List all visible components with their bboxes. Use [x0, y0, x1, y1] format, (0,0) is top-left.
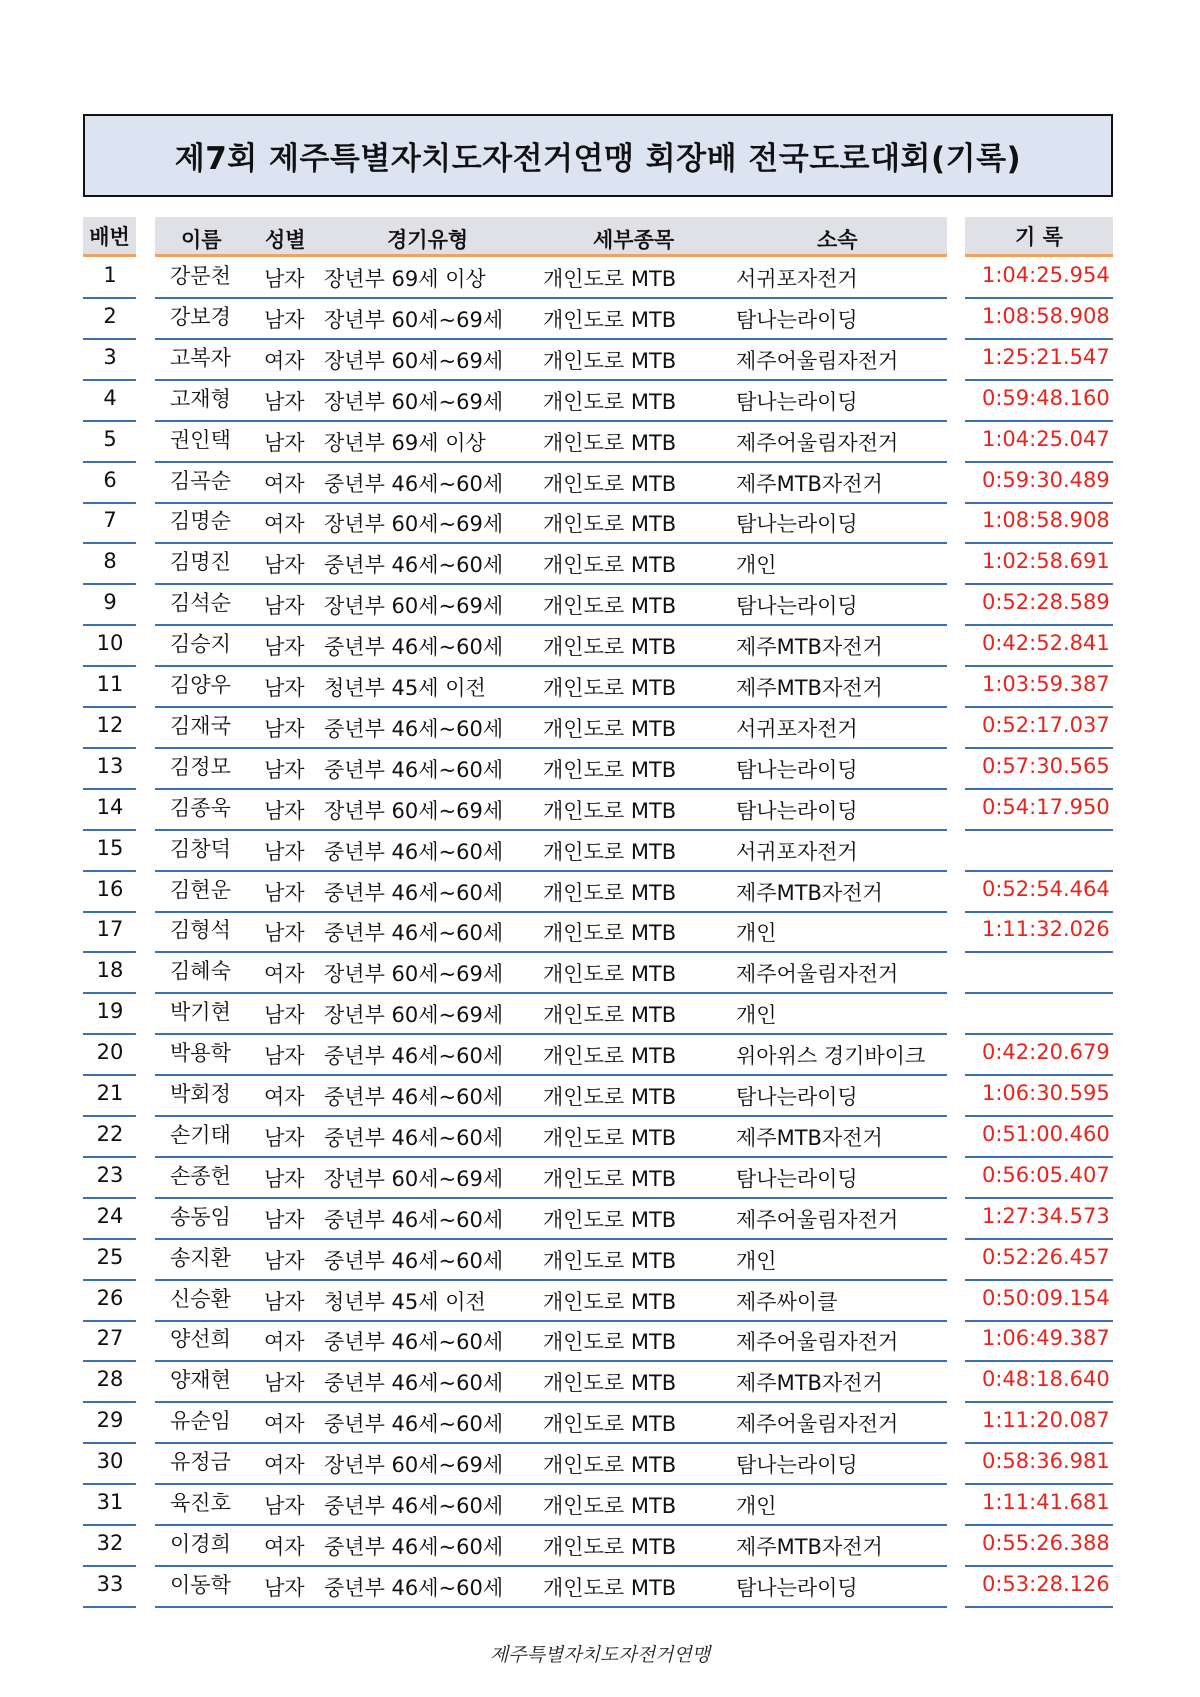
row-team: 제주MTB자전거: [736, 1534, 883, 1559]
row-race-type: 장년부 60세~69세: [324, 798, 504, 823]
row-bib: 13: [96, 753, 124, 778]
row-name: 손기태: [170, 1122, 231, 1147]
row-name: 유순임: [170, 1409, 231, 1434]
row-record: 1:04:25.954: [982, 263, 1110, 287]
row-event: 개인도로 MTB: [543, 839, 677, 864]
row-race-type: 중년부 46세~60세: [324, 757, 504, 782]
row-team: 탐나는라이딩: [736, 594, 858, 619]
row-bib: 16: [96, 876, 124, 901]
row-name: 김석순: [170, 591, 231, 616]
row-gender: 남자: [264, 1207, 305, 1232]
row-race-type: 중년부 46세~60세: [324, 1371, 504, 1396]
row-name: 이경희: [170, 1531, 231, 1556]
row-record: 1:06:49.387: [982, 1326, 1110, 1351]
row-record: 1:27:34.573: [982, 1203, 1110, 1228]
row-event: 개인도로 MTB: [543, 348, 677, 373]
row-gender: 남자: [264, 1371, 305, 1396]
row-race-type: 장년부 60세~69세: [324, 594, 504, 619]
table-row: [0, 585, 1200, 626]
row-event: 개인도로 MTB: [543, 1412, 677, 1437]
row-record: 0:55:26.388: [982, 1530, 1110, 1555]
row-team: 제주MTB자전거: [736, 676, 883, 700]
row-event: 개인도로 MTB: [543, 430, 677, 455]
table-row: [0, 463, 1200, 504]
table-row: [0, 340, 1200, 381]
row-bib: 14: [96, 794, 124, 819]
table-row: [0, 708, 1200, 749]
row-event: 개인도로 MTB: [543, 1166, 677, 1191]
row-race-type: 중년부 46세~60세: [324, 880, 504, 905]
row-bib: 20: [96, 1040, 124, 1065]
row-event: 개인도로 MTB: [543, 267, 677, 291]
row-record: 0:52:54.464: [982, 876, 1110, 901]
row-team: 개인: [736, 1248, 777, 1273]
row-name: 김명순: [170, 509, 231, 534]
row-name: 강문천: [170, 264, 231, 288]
row-gender: 남자: [264, 430, 305, 455]
row-name: 강보경: [170, 304, 231, 329]
row-event: 개인도로 MTB: [543, 962, 677, 987]
row-bib: 21: [96, 1081, 124, 1105]
row-event: 개인도로 MTB: [543, 1330, 677, 1355]
row-team: 제주어울림자전거: [736, 1207, 899, 1232]
row-race-type: 중년부 46세~60세: [324, 1125, 504, 1150]
row-race-type: 장년부 60세~69세: [324, 1453, 504, 1478]
row-record: 0:52:26.457: [982, 1244, 1110, 1269]
table-row: [0, 953, 1200, 994]
header-name: 이름: [181, 228, 222, 252]
row-bib: 15: [96, 835, 124, 860]
row-gender: 여자: [264, 1453, 305, 1478]
table-row: [0, 381, 1200, 422]
row-bib: 25: [96, 1244, 124, 1269]
header-gender: 성별: [265, 228, 306, 252]
row-event: 개인도로 MTB: [543, 553, 677, 578]
row-gender: 남자: [264, 839, 305, 864]
row-bib: 1: [103, 263, 117, 287]
row-record: 1:04:25.047: [982, 426, 1110, 451]
row-team: 탐나는라이딩: [736, 512, 858, 537]
table-row: [0, 1117, 1200, 1158]
table-row: [0, 503, 1200, 544]
row-gender: 남자: [264, 1289, 305, 1314]
row-record: 0:48:18.640: [982, 1367, 1110, 1392]
row-race-type: 중년부 46세~60세: [324, 1085, 504, 1109]
row-record: 1:06:30.595: [982, 1081, 1110, 1105]
row-event: 개인도로 MTB: [543, 921, 677, 946]
row-record: 1:08:58.908: [982, 303, 1110, 328]
row-name: 이동학: [170, 1572, 231, 1597]
row-bib: 6: [103, 467, 117, 492]
row-event: 개인도로 MTB: [543, 635, 677, 660]
row-gender: 남자: [264, 1248, 305, 1273]
row-bib: 28: [96, 1367, 124, 1392]
row-name: 손종헌: [170, 1163, 231, 1188]
row-race-type: 중년부 46세~60세: [324, 921, 504, 946]
row-race-type: 중년부 46세~60세: [324, 1330, 504, 1355]
row-name: 육진호: [170, 1491, 231, 1515]
row-race-type: 중년부 46세~60세: [324, 1044, 504, 1069]
row-team: 서귀포자전거: [736, 716, 858, 741]
row-gender: 남자: [264, 267, 305, 291]
row-gender: 남자: [264, 757, 305, 782]
row-event: 개인도로 MTB: [543, 512, 677, 537]
row-race-type: 장년부 60세~69세: [324, 1003, 504, 1028]
row-bib: 7: [103, 508, 117, 533]
row-team: 제주MTB자전거: [736, 471, 883, 496]
row-team: 탐나는라이딩: [736, 798, 858, 823]
row-gender: 남자: [264, 921, 305, 946]
table-row: [0, 1526, 1200, 1567]
row-race-type: 중년부 46세~60세: [324, 1412, 504, 1437]
row-bib: 23: [96, 1162, 124, 1187]
row-record: 0:42:20.679: [982, 1040, 1110, 1065]
row-team: 개인: [736, 1003, 777, 1028]
row-gender: 남자: [264, 1044, 305, 1069]
row-race-type: 장년부 60세~69세: [324, 307, 504, 332]
row-gender: 여자: [264, 1412, 305, 1437]
table-row: [0, 544, 1200, 585]
row-record: 0:54:17.950: [982, 794, 1110, 819]
header-event: 세부종목: [593, 228, 675, 252]
row-record: 1:11:32.026: [982, 917, 1110, 942]
table-row: [0, 831, 1200, 872]
row-race-type: 중년부 46세~60세: [324, 635, 504, 660]
table-row: [0, 626, 1200, 667]
header-race-type: 경기유형: [387, 228, 469, 252]
row-record: 0:56:05.407: [982, 1162, 1110, 1187]
row-race-type: 장년부 69세 이상: [324, 430, 486, 455]
row-race-type: 장년부 60세~69세: [324, 1166, 504, 1191]
row-name: 김승지: [170, 632, 231, 657]
row-event: 개인도로 MTB: [543, 471, 677, 496]
row-record: 1:03:59.387: [982, 672, 1110, 696]
row-team: 제주어울림자전거: [736, 1412, 899, 1437]
row-team: 서귀포자전거: [736, 267, 858, 291]
row-gender: 여자: [264, 1330, 305, 1355]
row-gender: 여자: [264, 348, 305, 373]
table-row: [0, 1567, 1200, 1608]
row-bib: 8: [103, 549, 117, 574]
row-race-type: 청년부 45세 이전: [324, 1289, 486, 1314]
row-team: 제주어울림자전거: [736, 1330, 899, 1355]
header-record: 기 록: [1015, 224, 1063, 249]
row-name: 고재형: [170, 386, 231, 411]
header-bib: 배번: [89, 224, 130, 249]
row-record: 1:25:21.547: [982, 344, 1110, 369]
row-team: 개인: [736, 921, 777, 946]
table-row: [0, 749, 1200, 790]
row-name: 김현운: [170, 877, 231, 902]
table-row: [0, 1035, 1200, 1076]
row-gender: 남자: [264, 798, 305, 823]
row-team: 제주MTB자전거: [736, 1371, 883, 1396]
table-row: [0, 790, 1200, 831]
table-row: [0, 1403, 1200, 1444]
row-gender: 남자: [264, 880, 305, 905]
table-row: [0, 1076, 1200, 1117]
table-row: [0, 667, 1200, 708]
row-race-type: 장년부 60세~69세: [324, 512, 504, 537]
row-team: 개인: [736, 553, 777, 578]
row-bib: 30: [96, 1449, 124, 1474]
row-name: 신승환: [170, 1286, 231, 1311]
row-team: 탐나는라이딩: [736, 1085, 858, 1109]
row-divider: [83, 1606, 136, 1608]
row-bib: 9: [103, 590, 117, 615]
table-row: [0, 1240, 1200, 1281]
row-event: 개인도로 MTB: [543, 594, 677, 619]
row-divider: [965, 1606, 1113, 1608]
row-event: 개인도로 MTB: [543, 1289, 677, 1314]
row-gender: 여자: [264, 962, 305, 987]
row-name: 박용학: [170, 1041, 231, 1066]
table-row: [0, 872, 1200, 913]
row-team: 탐나는라이딩: [736, 1453, 858, 1478]
row-race-type: 중년부 46세~60세: [324, 1207, 504, 1232]
row-name: 김정모: [170, 754, 231, 779]
row-gender: 남자: [264, 1166, 305, 1191]
row-record: 1:08:58.908: [982, 508, 1110, 533]
row-record: 0:51:00.460: [982, 1121, 1110, 1146]
row-name: 박기현: [170, 1000, 231, 1025]
row-team: 위아위스 경기바이크: [736, 1044, 926, 1069]
row-record: 0:52:17.037: [982, 712, 1110, 737]
row-record: 0:59:30.489: [982, 467, 1110, 492]
footer-organization: 제주특별자치도자전거연맹: [489, 1644, 711, 1666]
row-event: 개인도로 MTB: [543, 757, 677, 782]
row-event: 개인도로 MTB: [543, 716, 677, 741]
row-name: 고복자: [170, 345, 231, 370]
row-record: 0:50:09.154: [982, 1285, 1110, 1310]
row-gender: 남자: [264, 553, 305, 578]
row-name: 김형석: [170, 918, 231, 943]
row-team: 탐나는라이딩: [736, 757, 858, 782]
row-race-type: 중년부 46세~60세: [324, 553, 504, 578]
row-event: 개인도로 MTB: [543, 389, 677, 414]
row-gender: 여자: [264, 1534, 305, 1559]
row-gender: 남자: [264, 1494, 305, 1518]
row-event: 개인도로 MTB: [543, 676, 677, 700]
row-team: 제주어울림자전거: [736, 962, 899, 987]
row-name: 김곡순: [170, 468, 231, 493]
header-main-cell: [155, 217, 947, 257]
row-record: 0:52:28.589: [982, 590, 1110, 615]
row-team: 제주어울림자전거: [736, 348, 899, 373]
row-event: 개인도로 MTB: [543, 1085, 677, 1109]
row-record: 1:11:20.087: [982, 1408, 1110, 1433]
row-team: 제주싸이클: [736, 1289, 838, 1314]
row-gender: 여자: [264, 1085, 305, 1109]
row-record: 0:58:36.981: [982, 1449, 1110, 1474]
row-record: 0:42:52.841: [982, 631, 1110, 656]
header-team: 소속: [817, 228, 858, 252]
row-bib: 22: [96, 1121, 124, 1146]
row-gender: 남자: [264, 307, 305, 332]
row-event: 개인도로 MTB: [543, 1534, 677, 1559]
row-event: 개인도로 MTB: [543, 1044, 677, 1069]
row-record: 0:57:30.565: [982, 753, 1110, 778]
row-race-type: 장년부 60세~69세: [324, 389, 504, 414]
row-bib: 10: [96, 631, 124, 656]
row-name: 김종욱: [170, 795, 231, 820]
row-bib: 26: [96, 1285, 124, 1310]
row-event: 개인도로 MTB: [543, 1494, 677, 1518]
table-row: [0, 912, 1200, 953]
title-box: [83, 114, 1113, 197]
header-bib-cell: [83, 217, 136, 257]
row-bib: 33: [96, 1571, 124, 1596]
row-race-type: 중년부 46세~60세: [324, 1534, 504, 1559]
row-event: 개인도로 MTB: [543, 1207, 677, 1232]
row-event: 개인도로 MTB: [543, 1371, 677, 1396]
row-bib: 2: [103, 303, 117, 328]
row-record: 0:53:28.126: [982, 1571, 1110, 1596]
row-bib: 11: [96, 672, 124, 696]
row-team: 제주어울림자전거: [736, 430, 899, 455]
row-bib: 4: [103, 385, 117, 410]
row-gender: 남자: [264, 676, 305, 700]
row-bib: 12: [96, 712, 124, 737]
row-bib: 31: [96, 1490, 124, 1514]
row-gender: 남자: [264, 635, 305, 660]
row-gender: 남자: [264, 389, 305, 414]
row-team: 서귀포자전거: [736, 839, 858, 864]
row-team: 제주MTB자전거: [736, 880, 883, 905]
row-record: 1:11:41.681: [982, 1490, 1110, 1514]
page-title: 제7회 제주특별자치도자전거연맹 회장배 전국도로대회(기록): [174, 141, 1022, 177]
row-bib: 24: [96, 1203, 124, 1228]
row-bib: 17: [96, 917, 124, 942]
row-race-type: 중년부 46세~60세: [324, 1575, 504, 1600]
row-race-type: 장년부 60세~69세: [324, 962, 504, 987]
row-record: 1:02:58.691: [982, 549, 1110, 574]
row-event: 개인도로 MTB: [543, 1125, 677, 1150]
row-bib: 29: [96, 1408, 124, 1433]
row-race-type: 중년부 46세~60세: [324, 839, 504, 864]
row-name: 양재현: [170, 1368, 231, 1393]
row-name: 권인택: [170, 427, 231, 452]
row-team: 제주MTB자전거: [736, 1125, 883, 1150]
table-row: [0, 422, 1200, 463]
row-name: 송지환: [170, 1245, 231, 1270]
row-bib: 18: [96, 958, 124, 983]
row-event: 개인도로 MTB: [543, 1248, 677, 1273]
row-team: 탐나는라이딩: [736, 307, 858, 332]
row-bib: 5: [103, 426, 117, 451]
row-name: 송동임: [170, 1204, 231, 1229]
row-event: 개인도로 MTB: [543, 307, 677, 332]
row-gender: 여자: [264, 471, 305, 496]
row-bib: 32: [96, 1530, 124, 1555]
row-name: 김명진: [170, 550, 231, 575]
row-race-type: 장년부 69세 이상: [324, 267, 486, 291]
row-event: 개인도로 MTB: [543, 1453, 677, 1478]
row-name: 유정금: [170, 1450, 231, 1475]
row-team: 탐나는라이딩: [736, 389, 858, 414]
row-race-type: 중년부 46세~60세: [324, 1494, 504, 1518]
row-name: 양선희: [170, 1327, 231, 1352]
table-row: [0, 1281, 1200, 1322]
row-gender: 남자: [264, 1575, 305, 1600]
row-name: 김재국: [170, 713, 231, 738]
row-bib: 27: [96, 1326, 124, 1351]
row-race-type: 중년부 46세~60세: [324, 471, 504, 496]
row-name: 김혜숙: [170, 959, 231, 984]
row-team: 탐나는라이딩: [736, 1166, 858, 1191]
row-gender: 남자: [264, 1125, 305, 1150]
row-race-type: 중년부 46세~60세: [324, 716, 504, 741]
row-name: 김창덕: [170, 836, 231, 861]
row-divider: [155, 1606, 947, 1608]
row-event: 개인도로 MTB: [543, 1003, 677, 1028]
table-row: [0, 1485, 1200, 1526]
row-bib: 3: [103, 344, 117, 369]
row-gender: 남자: [264, 716, 305, 741]
row-race-type: 중년부 46세~60세: [324, 1248, 504, 1273]
row-gender: 남자: [264, 1003, 305, 1028]
row-race-type: 청년부 45세 이전: [324, 676, 486, 700]
row-record: 0:59:48.160: [982, 385, 1110, 410]
row-name: 김양우: [170, 673, 231, 697]
row-event: 개인도로 MTB: [543, 1575, 677, 1600]
row-team: 제주MTB자전거: [736, 635, 883, 660]
row-bib: 19: [96, 999, 124, 1024]
row-event: 개인도로 MTB: [543, 880, 677, 905]
table-row: [0, 1321, 1200, 1362]
row-gender: 여자: [264, 512, 305, 537]
table-row: [0, 994, 1200, 1035]
table-row: [0, 1444, 1200, 1485]
row-name: 박회정: [170, 1082, 231, 1106]
table-row: [0, 299, 1200, 340]
row-team: 개인: [736, 1494, 777, 1518]
table-row: [0, 1158, 1200, 1199]
table-row: [0, 1362, 1200, 1403]
table-row: [0, 258, 1200, 299]
row-gender: 남자: [264, 594, 305, 619]
row-race-type: 장년부 60세~69세: [324, 348, 504, 373]
header-record-cell: [965, 217, 1113, 257]
table-row: [0, 1199, 1200, 1240]
row-team: 탐나는라이딩: [736, 1575, 858, 1600]
row-event: 개인도로 MTB: [543, 798, 677, 823]
